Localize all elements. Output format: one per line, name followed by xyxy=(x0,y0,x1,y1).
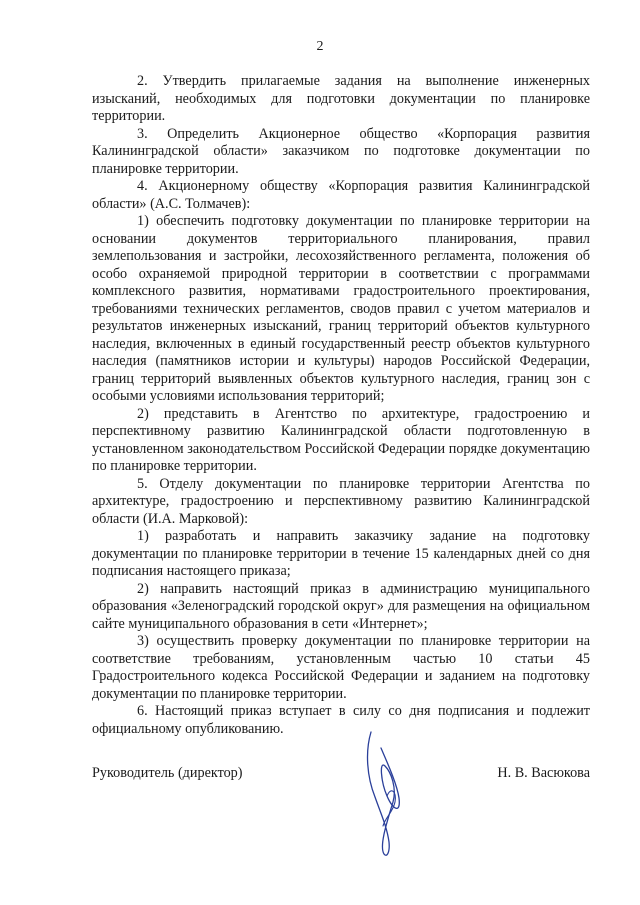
signature-block xyxy=(92,765,590,865)
paragraph-4: 4. Акционерному обществу «Корпорация развития Калининградской области» (А.С. Толмачев): xyxy=(92,178,590,212)
signatory-title: Руководитель (директор) xyxy=(92,765,243,781)
paragraph-2: 2. Утвердить прилагаемые задания на выполнение инженерных изысканий, необходимых для подготовки документации по планировке территории. xyxy=(92,73,590,124)
paragraph-6: 6. Настоящий приказ вступает в силу со дня подписания и подлежит официальному опубликованию. xyxy=(92,703,590,737)
paragraph-4-item-2: 2) представить в Агентство по архитектуре, градостроению и перспективному развитию Калининградской области подготовленную в установленном законодательством Российской Федерации порядке документацию по планировке территории. xyxy=(92,405,590,474)
handwritten-signature-icon xyxy=(357,722,417,862)
paragraph-5-item-2: 2) направить настоящий приказ в администрацию муниципального образования «Зеленоградский городской округ» для размещения на официальном сайте муниципального образования в сети «Интернет»; xyxy=(92,580,590,632)
paragraph-5-item-1: 1) разработать и направить заказчику задание на подготовку документации по планировке территории в течение 15 календарных дней со дня подписания настоящего приказа; xyxy=(92,528,590,579)
paragraph-5: 5. Отделу документации по планировке территории Агентства по архитектуре, градостроению и перспективному развитию Калининградской области (И.А. Марковой): xyxy=(92,475,590,527)
document-body xyxy=(92,73,590,738)
page-number: 2 xyxy=(316,39,324,54)
paragraph-3: 3. Определить Акционерное общество «Корпорация развития Калининградской области» заказчиком по подготовке документации по планировке территории. xyxy=(92,125,590,177)
signatory-name: Н. В. Васюкова xyxy=(497,765,590,781)
paragraph-5-item-3: 3) осуществить проверку документации по планировке территории на соответствие требованиям, установленным частью 10 статьи 45 Градостроительного кодекса Российской Федерации и заданием на подготовку документации по планировке территории. xyxy=(92,633,590,702)
paragraph-4-item-1: 1) обеспечить подготовку документации по планировке территории на основании документов территориального планирования, правил землепользования и застройки, лесохозяйственного регламента, положения об особо охраняемой природной территории в соответствии с программами комплексного развития, нормативами градостроительного проектирования, требованиями технических регламентов, сводов правил с учетом материалов и результатов инженерных изысканий, границ территорий объектов культурного наследия, включенных в единый государственный реестр объектов культурного наследия (памятников истории и культуры) народов Российской Федерации, границ территорий выявленных объектов культурного наследия, границ зон с особыми условиями использования территорий; xyxy=(92,213,590,404)
